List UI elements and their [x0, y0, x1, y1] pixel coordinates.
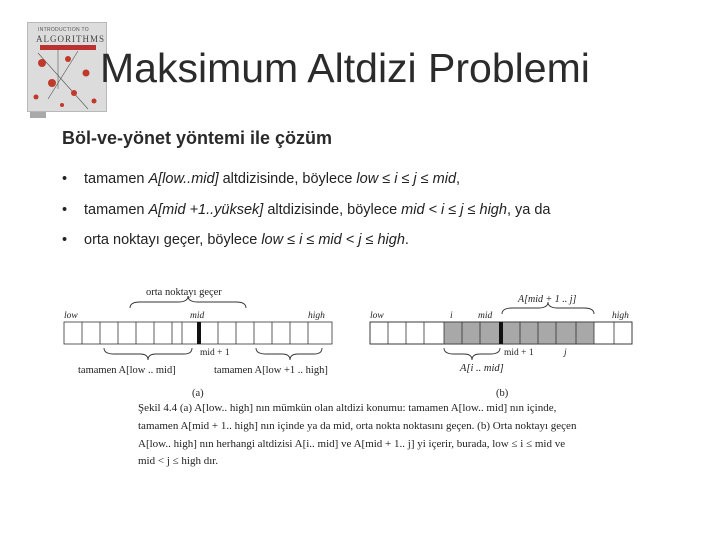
- label-a-mid-j: A[mid + 1 .. j]: [518, 294, 577, 305]
- figure-caption-line: tamamen A[mid + 1.. high] nın içinde ya da mid, orta nokta noktasını geçen. (b) Orta noktayı geçen: [138, 420, 577, 432]
- label-tamamen-left: tamamen A[low .. mid]: [78, 365, 176, 376]
- label-low-b: low: [370, 311, 384, 321]
- panel-label-b: (b): [496, 388, 509, 399]
- bullet-pre: orta noktayı geçer, böylece: [84, 232, 262, 248]
- panel-label-a: (a): [192, 388, 204, 399]
- cover-shadow: [30, 112, 46, 118]
- bullet-condition: low ≤ i ≤ j ≤ mid: [356, 171, 457, 187]
- bullet-pre: tamamen: [84, 171, 149, 187]
- label-mid-b: mid: [478, 311, 493, 321]
- cover-subtitle: INTRODUCTION TO: [38, 27, 89, 33]
- cover-title: ALGORITHMS: [36, 34, 106, 44]
- label-high: high: [308, 311, 325, 321]
- brace-right-a: [256, 348, 322, 360]
- brace-bottom-b: [444, 348, 500, 360]
- bullet-mid: altdizisinde, böylece: [218, 171, 357, 187]
- figure-caption-line: Şekil 4.4 (a) A[low.. high] nın mümkün olan altdizi konumu: tamamen A[low.. mid] nın içinde,: [138, 402, 557, 414]
- bullet-item: [62, 232, 409, 248]
- label-a-i-mid: A[i .. mid]: [460, 363, 504, 374]
- label-high-b: high: [612, 311, 629, 321]
- bullet-array: A[low..mid]: [148, 171, 219, 187]
- bullet-post: ,: [456, 171, 461, 187]
- bullet-pre: tamamen: [84, 202, 149, 218]
- diagram-b: [364, 282, 654, 400]
- bullet-dot: •: [62, 202, 68, 218]
- label-tamamen-right: tamamen A[low +1 .. high]: [214, 365, 328, 376]
- page-title: Maksimum Altdizi Problemi: [100, 45, 590, 91]
- label-orta-noktayi-gecer: orta noktayı geçer: [146, 287, 222, 298]
- bullet-dot: •: [62, 171, 68, 187]
- brace-left-a: [104, 348, 192, 360]
- cover-mobile-art: [28, 49, 107, 112]
- label-i: i: [450, 311, 453, 321]
- bullet-post: , ya da: [506, 202, 551, 218]
- brace-top-b: [502, 302, 594, 314]
- bullet-condition: mid < i ≤ j ≤ high: [401, 202, 507, 218]
- bullet-condition: low ≤ i ≤ mid < j ≤ high: [261, 232, 405, 248]
- bullet-item: [62, 202, 550, 218]
- label-j: j: [564, 348, 567, 358]
- label-mid: mid: [190, 311, 205, 321]
- figure-caption-line: mid < j ≤ high dır.: [138, 455, 219, 467]
- label-mid-plus-1: mid + 1: [200, 348, 230, 358]
- bullet-item: [62, 171, 460, 187]
- array-cells-a: [64, 322, 332, 344]
- content-heading: Böl-ve-yönet yöntemi ile çözüm: [62, 128, 333, 148]
- bullet-array: A[mid +1..yüksek]: [148, 202, 264, 218]
- bullet-dot: •: [62, 232, 68, 248]
- label-low: low: [64, 311, 78, 321]
- bullet-mid: altdizisinde, böylece: [263, 202, 402, 218]
- bullet-post: .: [404, 232, 409, 248]
- figure-caption-line: A[low.. high] nın herhangi altdizisi A[i.. mid] ve A[mid + 1.. j] yi içerir, burada, low ≤ i ≤ mid ve: [138, 438, 566, 450]
- book-cover-image: [27, 22, 107, 112]
- label-mid-plus-1-b: mid + 1: [504, 348, 534, 358]
- array-cells-b: [370, 322, 632, 344]
- diagram-a: [60, 282, 360, 400]
